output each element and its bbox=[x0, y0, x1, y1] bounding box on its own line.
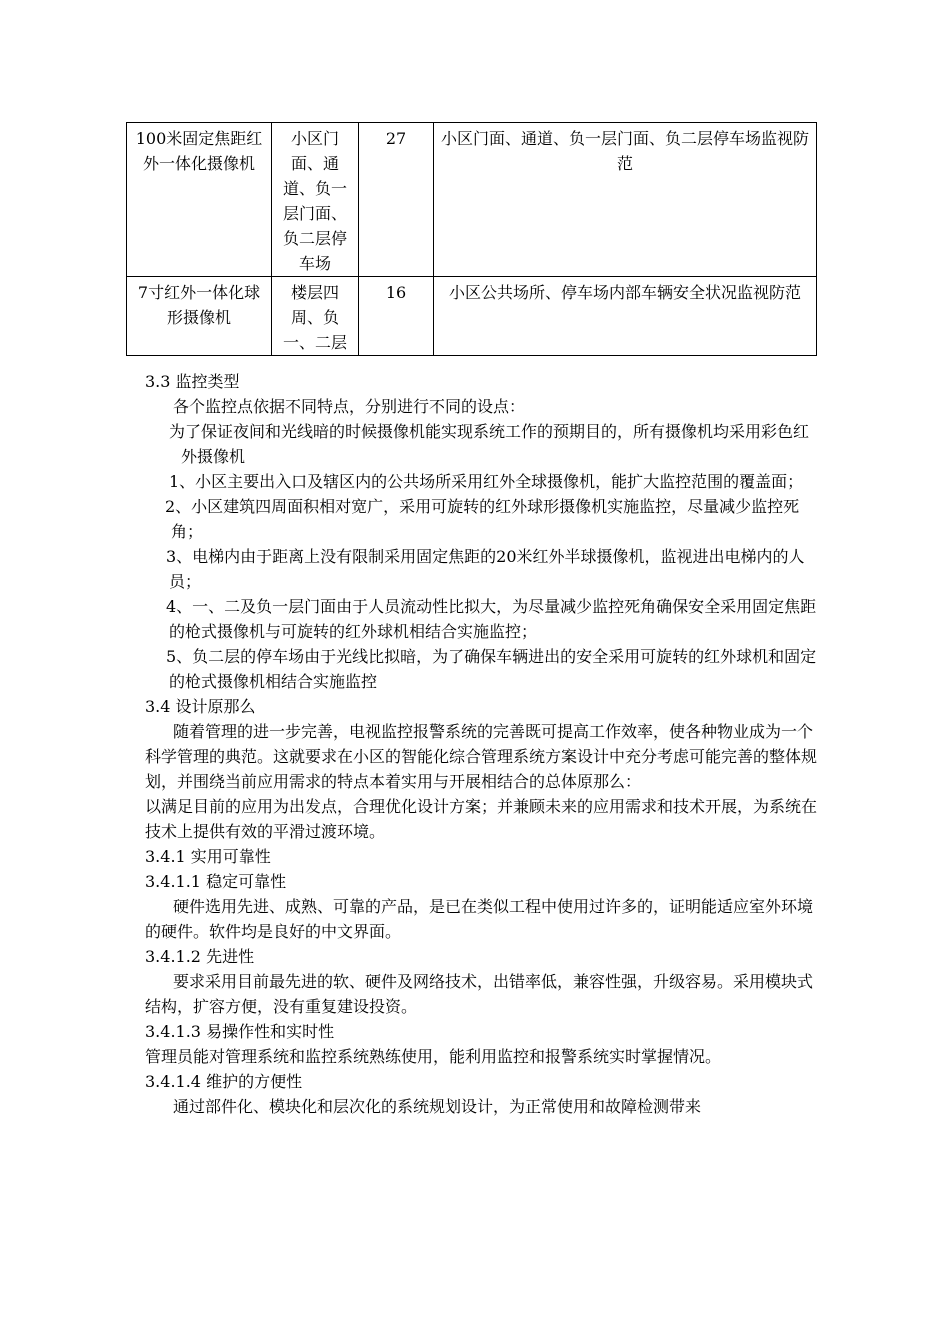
section-heading: 3.4.1.3 易操作性和实时性 bbox=[145, 1022, 335, 1041]
section-heading: 3.4.1.2 先进性 bbox=[145, 947, 255, 966]
table-row bbox=[127, 123, 817, 277]
section-heading: 3.4 设计原那么 bbox=[145, 697, 256, 716]
paragraph: 要求采用目前最先进的软、硬件及网络技术，出错率低，兼容性强，升级容易。采用模块式结构，扩容方便，没有重复建设投资。 bbox=[145, 972, 814, 1016]
paragraph-text: 5、负二层的停车场由于光线比拟暗，为了确保车辆进出的安全采用可旋转的红外球机和固定的枪式摄像机相结合实施监控 bbox=[166, 647, 817, 691]
paragraph: 硬件选用先进、成熟、可靠的产品，是已在类似工程中使用过许多的，证明能适应室外环境的硬件。软件均是良好的中文界面。 bbox=[145, 897, 814, 941]
paragraph bbox=[145, 544, 817, 594]
purpose-cell: 小区公共场所、停车场内部车辆安全状况监视防范 bbox=[434, 277, 817, 356]
purpose-cell: 小区门面、通道、负一层门面、负二层停车场监视防范 bbox=[434, 123, 817, 277]
paragraph: 随着管理的进一步完善，电视监控报警系统的完善既可提高工作效率，使各种物业成为一个科学管理的典范。这就要求在小区的智能化综合管理系统方案设计中充分考虑可能完善的整体规划，并围绕当前应用需求的特点本着实用与开展相结合的总体原那么： bbox=[145, 722, 818, 791]
section-heading: 3.4.1.4 维护的方便性 bbox=[145, 1072, 303, 1091]
paragraph-text: 3、电梯内由于距离上没有限制采用固定焦距的20米红外半球摄像机，监视进出电梯内的人员； bbox=[166, 547, 805, 591]
table-row bbox=[127, 277, 817, 356]
device-table bbox=[126, 122, 817, 356]
device-cell: 7寸红外一体化球形摄像机 bbox=[127, 277, 272, 356]
paragraph: 各个监控点依据不同特点，分别进行不同的设点： bbox=[173, 397, 526, 416]
device-cell: 100米固定焦距红外一体化摄像机 bbox=[127, 123, 272, 277]
paragraph: 通过部件化、模块化和层次化的系统规划设计，为正常使用和故障检测带来 bbox=[173, 1097, 702, 1116]
paragraph: 管理员能对管理系统和监控系统熟练使用，能利用监控和报警系统实时掌握情况。 bbox=[145, 1047, 722, 1066]
paragraph-text: 2、小区建筑四周面积相对宽广，采用可旋转的红外球形摄像机实施监控，尽量减少监控死角； bbox=[165, 497, 800, 541]
paragraph-text: 4、一、二及负一层门面由于人员流动性比拟大，为尽量减少监控死角确保安全采用固定焦距的枪式摄像机与可旋转的红外球机相结合实施监控； bbox=[166, 597, 817, 641]
paragraph bbox=[145, 419, 817, 469]
paragraph: 以满足目前的应用为出发点，合理优化设计方案；并兼顾未来的应用需求和技术开展，为系统在技术上提供有效的平滑过渡环境。 bbox=[145, 797, 818, 841]
paragraph bbox=[145, 594, 817, 644]
paragraph bbox=[145, 644, 817, 694]
location-cell: 楼层四周、负一、二层 bbox=[272, 277, 359, 356]
paragraph: 1、小区主要出入口及辖区内的公共场所采用红外全球摄像机，能扩大监控范围的覆盖面； bbox=[169, 472, 804, 491]
document-body bbox=[145, 369, 817, 1119]
section-heading: 3.4.1 实用可靠性 bbox=[145, 847, 271, 866]
quantity-cell: 27 bbox=[359, 123, 434, 277]
section-heading: 3.4.1.1 稳定可靠性 bbox=[145, 872, 287, 891]
paragraph bbox=[145, 494, 817, 544]
location-cell: 小区门面、通道、负一层门面、负二层停车场 bbox=[272, 123, 359, 277]
paragraph-text: 为了保证夜间和光线暗的时候摄像机能实现系统工作的预期目的，所有摄像机均采用彩色红外摄像机 bbox=[169, 422, 810, 466]
section-heading: 3.3 监控类型 bbox=[145, 372, 240, 391]
quantity-cell: 16 bbox=[359, 277, 434, 356]
